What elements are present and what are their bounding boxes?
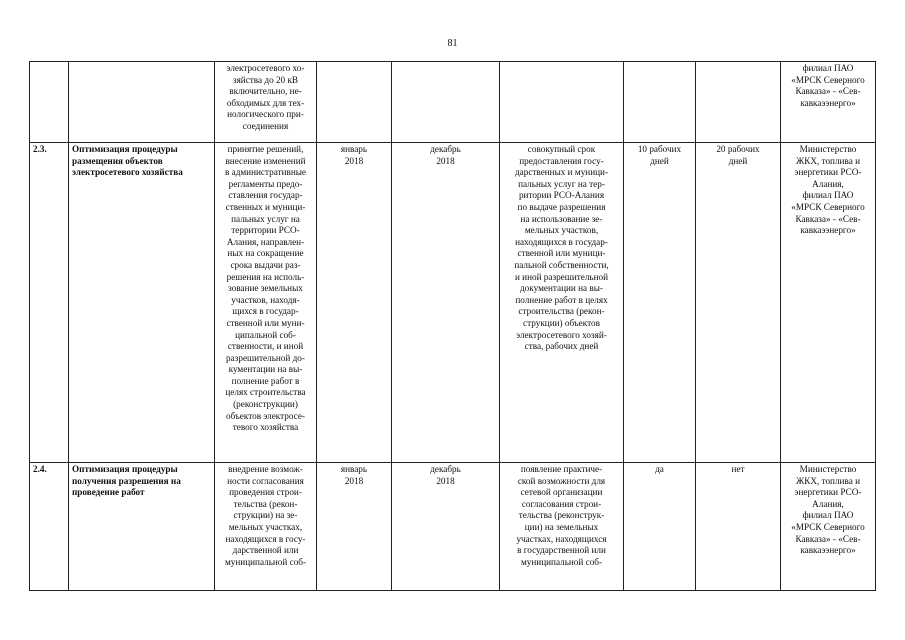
table-row <box>30 143 876 463</box>
cell-text-line: мельных участков, <box>524 225 599 236</box>
cell-text-line: мельных участках, <box>228 521 303 532</box>
cell-text-line: электросетевого хозяй- <box>516 329 607 340</box>
end-date-cell <box>392 463 500 591</box>
cell-text-line: нет <box>731 464 745 474</box>
indicator-cell <box>500 143 624 463</box>
cell-text-line: пальных услуг на тер- <box>518 178 605 189</box>
cell-text-line: появление практиче- <box>520 464 603 474</box>
cell-text-line: размещения объектов <box>72 155 163 166</box>
cell-text-line: Оптимизация процедуры <box>72 464 178 474</box>
cell-text-line: внедрение возмож- <box>228 464 303 474</box>
cell-text-line: ции) на земельных <box>524 521 599 532</box>
cell-text-line: совокупный срок <box>527 144 596 154</box>
cell-text-line: щихся в государ- <box>232 306 299 317</box>
cell-text-line: по выдаче разрешения <box>517 201 606 212</box>
cell-text-line: «МРСК Северного <box>791 521 865 532</box>
item-name-cell <box>69 143 215 463</box>
cell-text-line: внесение изменений <box>225 155 306 166</box>
cell-text-line: дней <box>650 155 669 166</box>
cell-text-line: на использование зе- <box>520 213 603 224</box>
item-number-cell: 2.3. <box>30 143 69 463</box>
cell-text-line: январь <box>340 464 368 474</box>
cell-text-line: Министерство <box>799 464 857 474</box>
cell-text-line: находящихся в госу- <box>225 533 306 544</box>
cell-text-line: документации на вы- <box>520 283 603 294</box>
cell-text-line: принятие решений, <box>227 144 304 154</box>
item-number-cell <box>30 62 69 143</box>
cell-text-line: ставления государ- <box>228 190 303 201</box>
cell-text-line: включительно, не- <box>229 86 302 97</box>
cell-text-line: проведения строи- <box>229 487 302 498</box>
cell-text-line: ципальной соб- <box>235 329 296 340</box>
cell-text-line: ственности, и иной <box>227 341 304 352</box>
end-date-cell <box>392 62 500 143</box>
cell-text-line: дарственной или <box>232 545 299 556</box>
indicator-cell <box>500 62 624 143</box>
cell-text-line: пальной собственности, <box>514 259 609 270</box>
cell-text-line: территории РСО- <box>231 225 300 236</box>
cell-text-line: участках, находящихся <box>516 533 607 544</box>
cell-text-line: 10 рабочих <box>637 144 682 154</box>
cell-text-line: Министерство <box>799 144 857 154</box>
target-value-cell <box>696 143 781 463</box>
target-value-cell <box>696 62 781 143</box>
cell-text-line: предоставления госу- <box>519 155 604 166</box>
cell-text-line: пальных услуг на <box>231 213 300 224</box>
cell-text-line: 2018 <box>436 475 455 486</box>
cell-text-line: ных на сокращение <box>227 248 304 259</box>
cell-text-line: и иной разрешительной <box>514 271 609 282</box>
cell-text-line: Оптимизация процедуры <box>72 144 178 154</box>
table-row <box>30 62 876 143</box>
cell-text-line: кавкаээнерго» <box>800 545 856 556</box>
cell-text-line: ности согласования <box>227 475 304 486</box>
indicator-cell <box>500 463 624 591</box>
cell-text-line: тельства (реконструк- <box>518 510 605 521</box>
cell-text-line: муниципальной соб- <box>224 556 307 567</box>
cell-text-line: январь <box>340 144 368 154</box>
cell-text-line: проведение работ <box>72 487 145 498</box>
cell-text-line: электросетевого хозяйства <box>72 167 183 178</box>
cell-text-line: зяйства до 20 кВ <box>232 74 299 85</box>
cell-text-line: 20 рабочих <box>716 144 760 154</box>
cell-text-line: филиал ПАО <box>802 63 854 73</box>
cell-text-line: 2018 <box>344 155 364 166</box>
cell-text-line: зование земельных <box>228 283 303 294</box>
item-number-cell: 2.4. <box>30 463 69 591</box>
cell-text-line: целях строительства <box>225 387 306 398</box>
action-cell <box>215 143 317 463</box>
cell-text-line: Алания, <box>812 498 844 509</box>
cell-text-line: декабрь <box>430 464 461 474</box>
action-plan-table <box>29 61 876 591</box>
start-date-cell <box>317 463 392 591</box>
cell-text-line: Кавказа» - «Сев- <box>795 533 861 544</box>
start-date-cell <box>317 143 392 463</box>
cell-text-line: строительства (рекон- <box>518 306 605 317</box>
cell-text-line: тевого хозяйства <box>232 422 299 433</box>
cell-text-line: филиал ПАО <box>802 190 854 201</box>
cell-text-line: полнение работ в <box>231 375 300 386</box>
cell-text-line: объектов электросе- <box>226 410 305 421</box>
cell-text-line: тельства (рекон- <box>233 498 298 509</box>
cell-text-line: филиал ПАО <box>802 510 854 521</box>
cell-text-line: сетевой организации <box>520 487 603 498</box>
cell-text-line: декабрь <box>430 144 461 154</box>
baseline-value-cell <box>624 62 696 143</box>
cell-text-line: кавкаээнерго» <box>800 225 856 236</box>
page-number: 81 <box>447 38 458 49</box>
cell-text-line: струкции) объектов <box>523 317 600 328</box>
cell-text-line: 2018 <box>436 155 455 166</box>
action-cell <box>215 62 317 143</box>
cell-text-line: да <box>655 464 664 474</box>
cell-text-line: в государственной или <box>517 545 606 556</box>
cell-text-line: решения на исполь- <box>226 271 305 282</box>
table-row <box>30 463 876 591</box>
responsible-cell <box>781 463 876 591</box>
baseline-value-cell <box>624 143 696 463</box>
cell-text-line: Алания, направлен- <box>226 236 305 247</box>
cell-text-line: муниципальной соб- <box>520 556 603 567</box>
cell-text-line: полнение работ в целях <box>515 294 608 305</box>
cell-text-line: Кавказа» - «Сев- <box>795 86 861 97</box>
start-date-cell <box>317 62 392 143</box>
cell-text-line: ской возможности для <box>517 475 606 486</box>
action-cell <box>215 463 317 591</box>
cell-text-line: (реконструкции) <box>233 399 298 410</box>
cell-text-line: дарственных и муници- <box>514 167 609 178</box>
cell-text-line: 2018 <box>344 475 364 486</box>
cell-text-line: кументации на вы- <box>228 364 303 375</box>
cell-text-line: находящихся в государ- <box>515 236 608 247</box>
cell-text-line: ритории РСО-Алания <box>518 190 605 201</box>
cell-text-line: электросетевого хо- <box>226 63 305 73</box>
cell-text-line: дней <box>728 155 748 166</box>
cell-text-line: ственной или муници- <box>517 248 606 259</box>
cell-text-line: регламенты предо- <box>228 178 303 189</box>
end-date-cell <box>392 143 500 463</box>
cell-text-line: кавкаээнерго» <box>800 97 856 108</box>
cell-text-line: «МРСК Северного <box>791 74 865 85</box>
cell-text-line: согласования строи- <box>521 498 602 509</box>
cell-text-line: ственных и муници- <box>225 201 306 212</box>
cell-text-line: соединения <box>242 120 289 131</box>
cell-text-line: участков, находя- <box>231 294 300 305</box>
cell-text-line: разрешительной до- <box>226 352 305 363</box>
item-name-cell <box>69 62 215 143</box>
cell-text-line: в административные <box>224 167 307 178</box>
cell-text-line: ства, рабочих дней <box>524 341 599 352</box>
cell-text-line: нологического при- <box>227 109 304 120</box>
cell-text-line: получения разрешения на <box>72 475 181 486</box>
cell-text-line: ственной или муни- <box>226 317 305 328</box>
cell-text-line: Алания, <box>812 178 844 189</box>
cell-text-line: ЖКХ, топлива и <box>795 475 860 486</box>
cell-text-line: Кавказа» - «Сев- <box>795 213 861 224</box>
cell-text-line: энергетики РСО- <box>794 487 862 498</box>
item-name-cell <box>69 463 215 591</box>
responsible-cell <box>781 143 876 463</box>
cell-text-line: энергетики РСО- <box>794 167 862 178</box>
cell-text-line: срока выдачи раз- <box>230 259 301 270</box>
target-value-cell <box>696 463 781 591</box>
responsible-cell <box>781 62 876 143</box>
cell-text-line: «МРСК Северного <box>791 201 865 212</box>
cell-text-line: струкции) на зе- <box>233 510 298 521</box>
cell-text-line: ЖКХ, топлива и <box>795 155 860 166</box>
baseline-value-cell <box>624 463 696 591</box>
cell-text-line: обходимых для тех- <box>226 97 305 108</box>
